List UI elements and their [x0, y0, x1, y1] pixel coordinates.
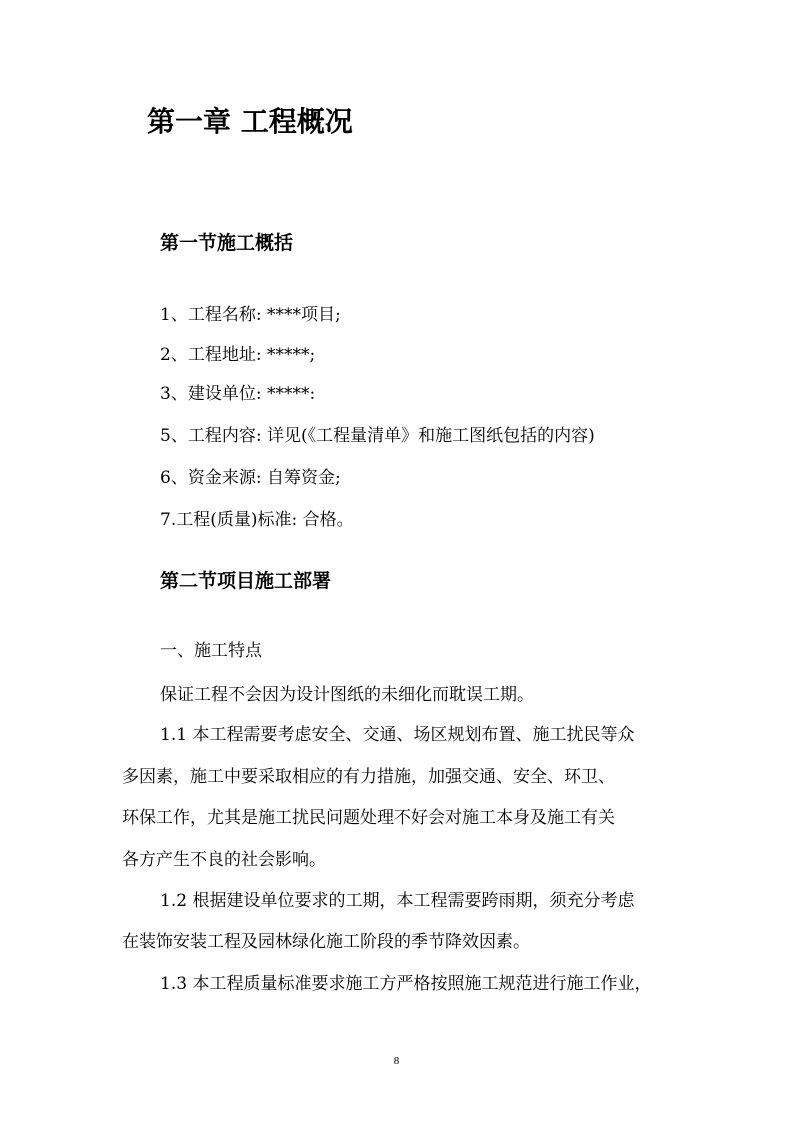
list-item: 2、工程地址: *****;: [160, 345, 316, 365]
paragraph-line: 保证工程不会因为设计图纸的未细化而耽误工期。: [160, 685, 534, 705]
list-item: 6、资金来源: 自筹资金;: [160, 468, 341, 488]
paragraph-line: 1.3 本工程质量标准要求施工方严格按照施工规范进行施工作业，: [160, 974, 652, 994]
subheading: 一、施工特点: [160, 641, 262, 661]
list-item: 3、建设单位: *****:: [160, 384, 316, 404]
paragraph-line: 1.2 根据建设单位要求的工期，本工程需要跨雨期，须充分考虑: [160, 891, 635, 911]
chapter-title: 第一章 工程概况: [147, 105, 353, 138]
paragraph-line: 在装饰安装工程及园林绿化施工阶段的季节降效因素。: [122, 932, 530, 952]
paragraph-line: 各方产生不良的社会影响。: [122, 850, 326, 870]
list-item: 7.工程(质量)标准: 合格。: [160, 510, 354, 530]
section-title-1: 第一节施工概括: [160, 232, 294, 254]
paragraph-line: 多因素，施工中要采取相应的有力措施，加强交通、安全、环卫、: [122, 767, 615, 787]
paragraph-line: 环保工作，尤其是施工扰民问题处理不好会对施工本身及施工有关: [122, 808, 615, 828]
list-item: 5、工程内容: 详见(《工程量清单》和施工图纸包括的内容): [160, 426, 595, 446]
page-number: 8: [393, 1055, 400, 1067]
paragraph-line: 1.1 本工程需要考虑安全、交通、场区规划布置、施工扰民等众: [160, 725, 635, 745]
list-item: 1、工程名称: ****项目;: [160, 305, 341, 325]
section-title-2: 第二节项目施工部署: [160, 570, 332, 592]
